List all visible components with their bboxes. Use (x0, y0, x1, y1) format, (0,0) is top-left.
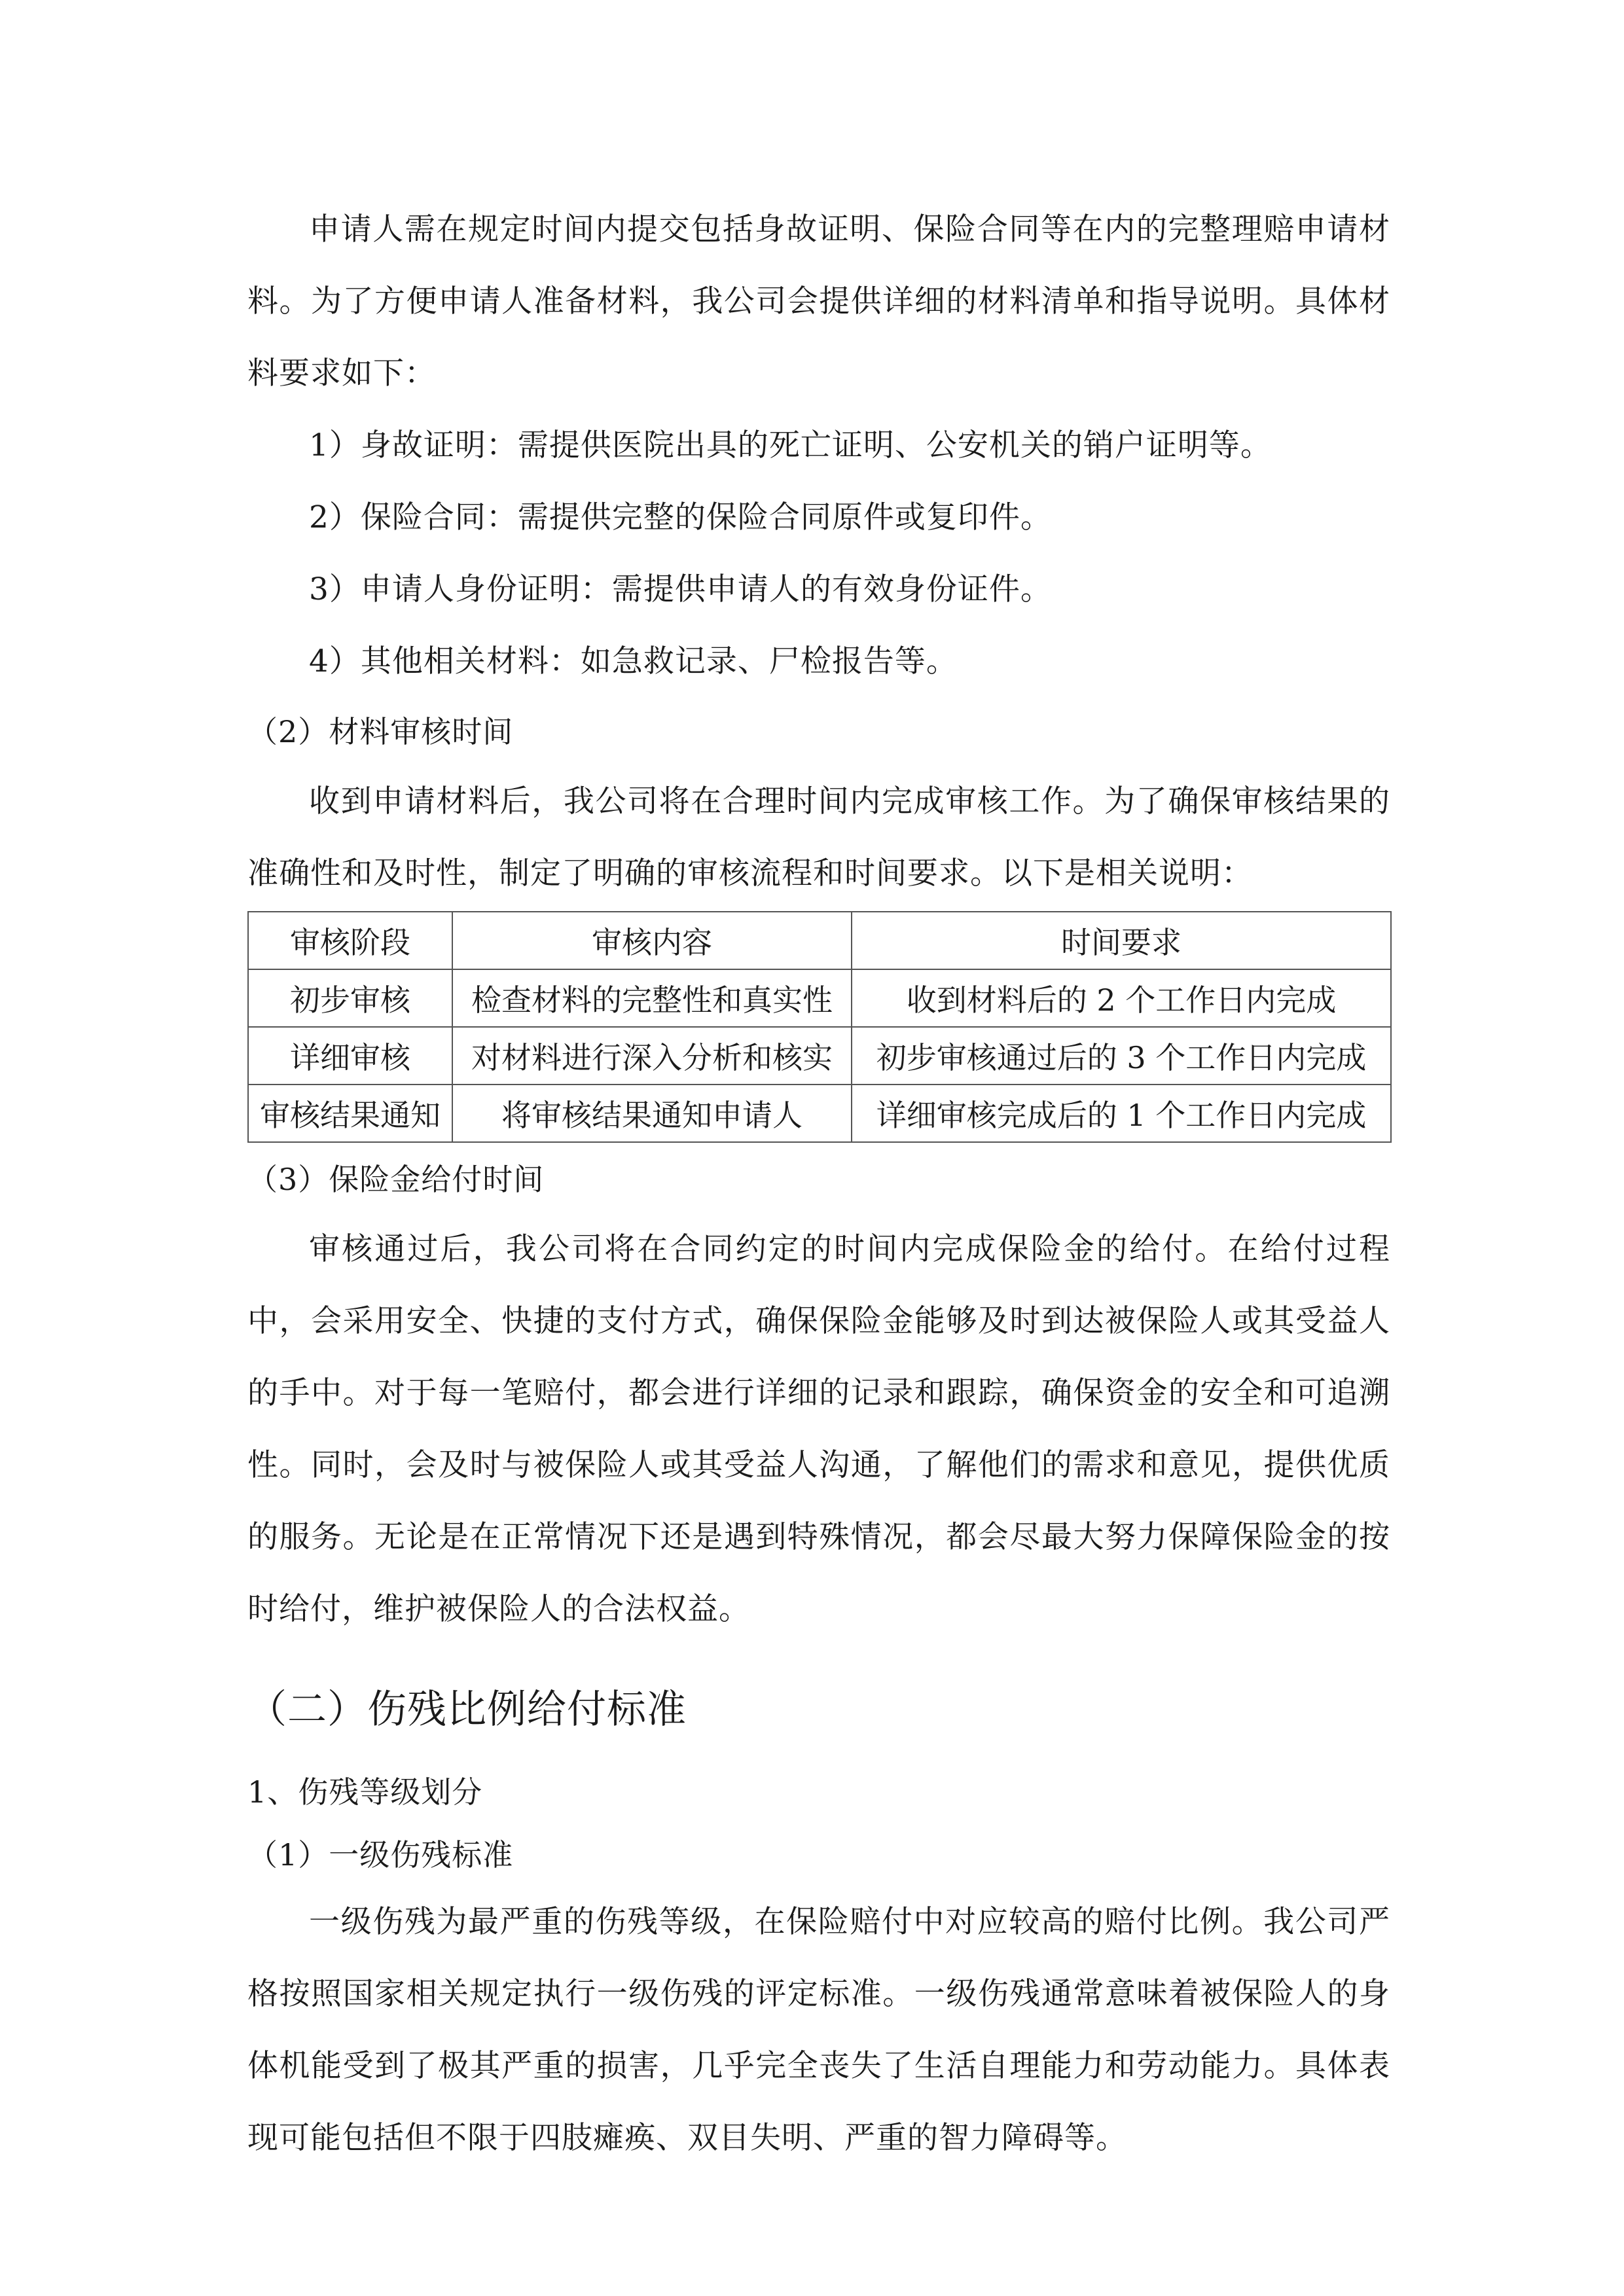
table-row (248, 969, 1391, 1027)
table-cell: 将审核结果通知申请人 (452, 1085, 852, 1142)
level-one-heading: （1）一级伤残标准 (247, 1837, 514, 1873)
level-one-paragraph: 一级伤残为最严重的伤残等级，在保险赔付中对应较高的赔付比例。我公司严格按照国家相关规定执行一级伤残的评定标准。一级伤残通常意味着被保险人的身体机能受到了极其严重的损害，几乎完全丧失了生活自理能力和劳动能力。具体表现可能包括但不限于四肢瘫痪、双目失明、严重的智力障碍等。 (247, 1904, 1390, 2156)
intro-paragraph: 申请人需在规定时间内提交包括身故证明、保险合同等在内的完整理赔申请材料。为了方便申请人准备材料，我公司会提供详细的材料清单和指导说明。具体材料要求如下： (247, 211, 1390, 391)
table-row (248, 1085, 1391, 1142)
table-cell: 审核结果通知 (248, 1085, 452, 1142)
payment-time-heading: （3）保险金给付时间 (247, 1162, 545, 1197)
table-cell: 收到材料后的 2 个工作日内完成 (852, 969, 1391, 1027)
review-time-heading: （2）材料审核时间 (247, 714, 514, 749)
review-time-paragraph: 收到申请材料后，我公司将在合理时间内完成审核工作。为了确保审核结果的准确性和及时性，制定了明确的审核流程和时间要求。以下是相关说明： (247, 783, 1390, 891)
payment-time-paragraph: 审核通过后，我公司将在合同约定的时间内完成保险金的给付。在给付过程中，会采用安全、快捷的支付方式，确保保险金能够及时到达被保险人或其受益人的手中。对于每一笔赔付，都会进行详细的记录和跟踪，确保资金的安全和可追溯性。同时，会及时与被保险人或其受益人沟通，了解他们的需求和意见，提供优质的服务。无论是在正常情况下还是遇到特殊情况，都会尽最大努力保障保险金的按时给付，维护被保险人的合法权益。 (247, 1231, 1390, 1627)
table-cell: 初步审核通过后的 3 个工作日内完成 (852, 1027, 1391, 1085)
table-cell: 详细审核完成后的 1 个工作日内完成 (852, 1085, 1391, 1142)
table-cell: 对材料进行深入分析和核实 (452, 1027, 852, 1085)
disability-subtitle: 1、伤残等级划分 (247, 1774, 483, 1810)
table-cell: 检查材料的完整性和真实性 (452, 969, 852, 1027)
table-cell: 初步审核 (248, 969, 452, 1027)
review-table (247, 911, 1392, 1143)
material-item-other: 4）其他相关材料：如急救记录、尸检报告等。 (309, 643, 958, 679)
table-header-time: 时间要求 (852, 912, 1391, 969)
table-cell: 详细审核 (248, 1027, 452, 1085)
material-item-death-certificate: 1）身故证明：需提供医院出具的死亡证明、公安机关的销户证明等。 (309, 427, 1272, 463)
material-item-insurance-contract: 2）保险合同：需提供完整的保险合同原件或复印件。 (309, 499, 1052, 535)
table-header-content: 审核内容 (452, 912, 852, 969)
document-body (247, 194, 1390, 2174)
table-header-stage: 审核阶段 (248, 912, 452, 969)
table-header-row (248, 912, 1391, 969)
material-item-applicant-id: 3）申请人身份证明：需提供申请人的有效身份证件。 (309, 571, 1052, 607)
disability-section-title: （二）伤残比例给付标准 (247, 1687, 687, 1732)
table-row (248, 1027, 1391, 1085)
